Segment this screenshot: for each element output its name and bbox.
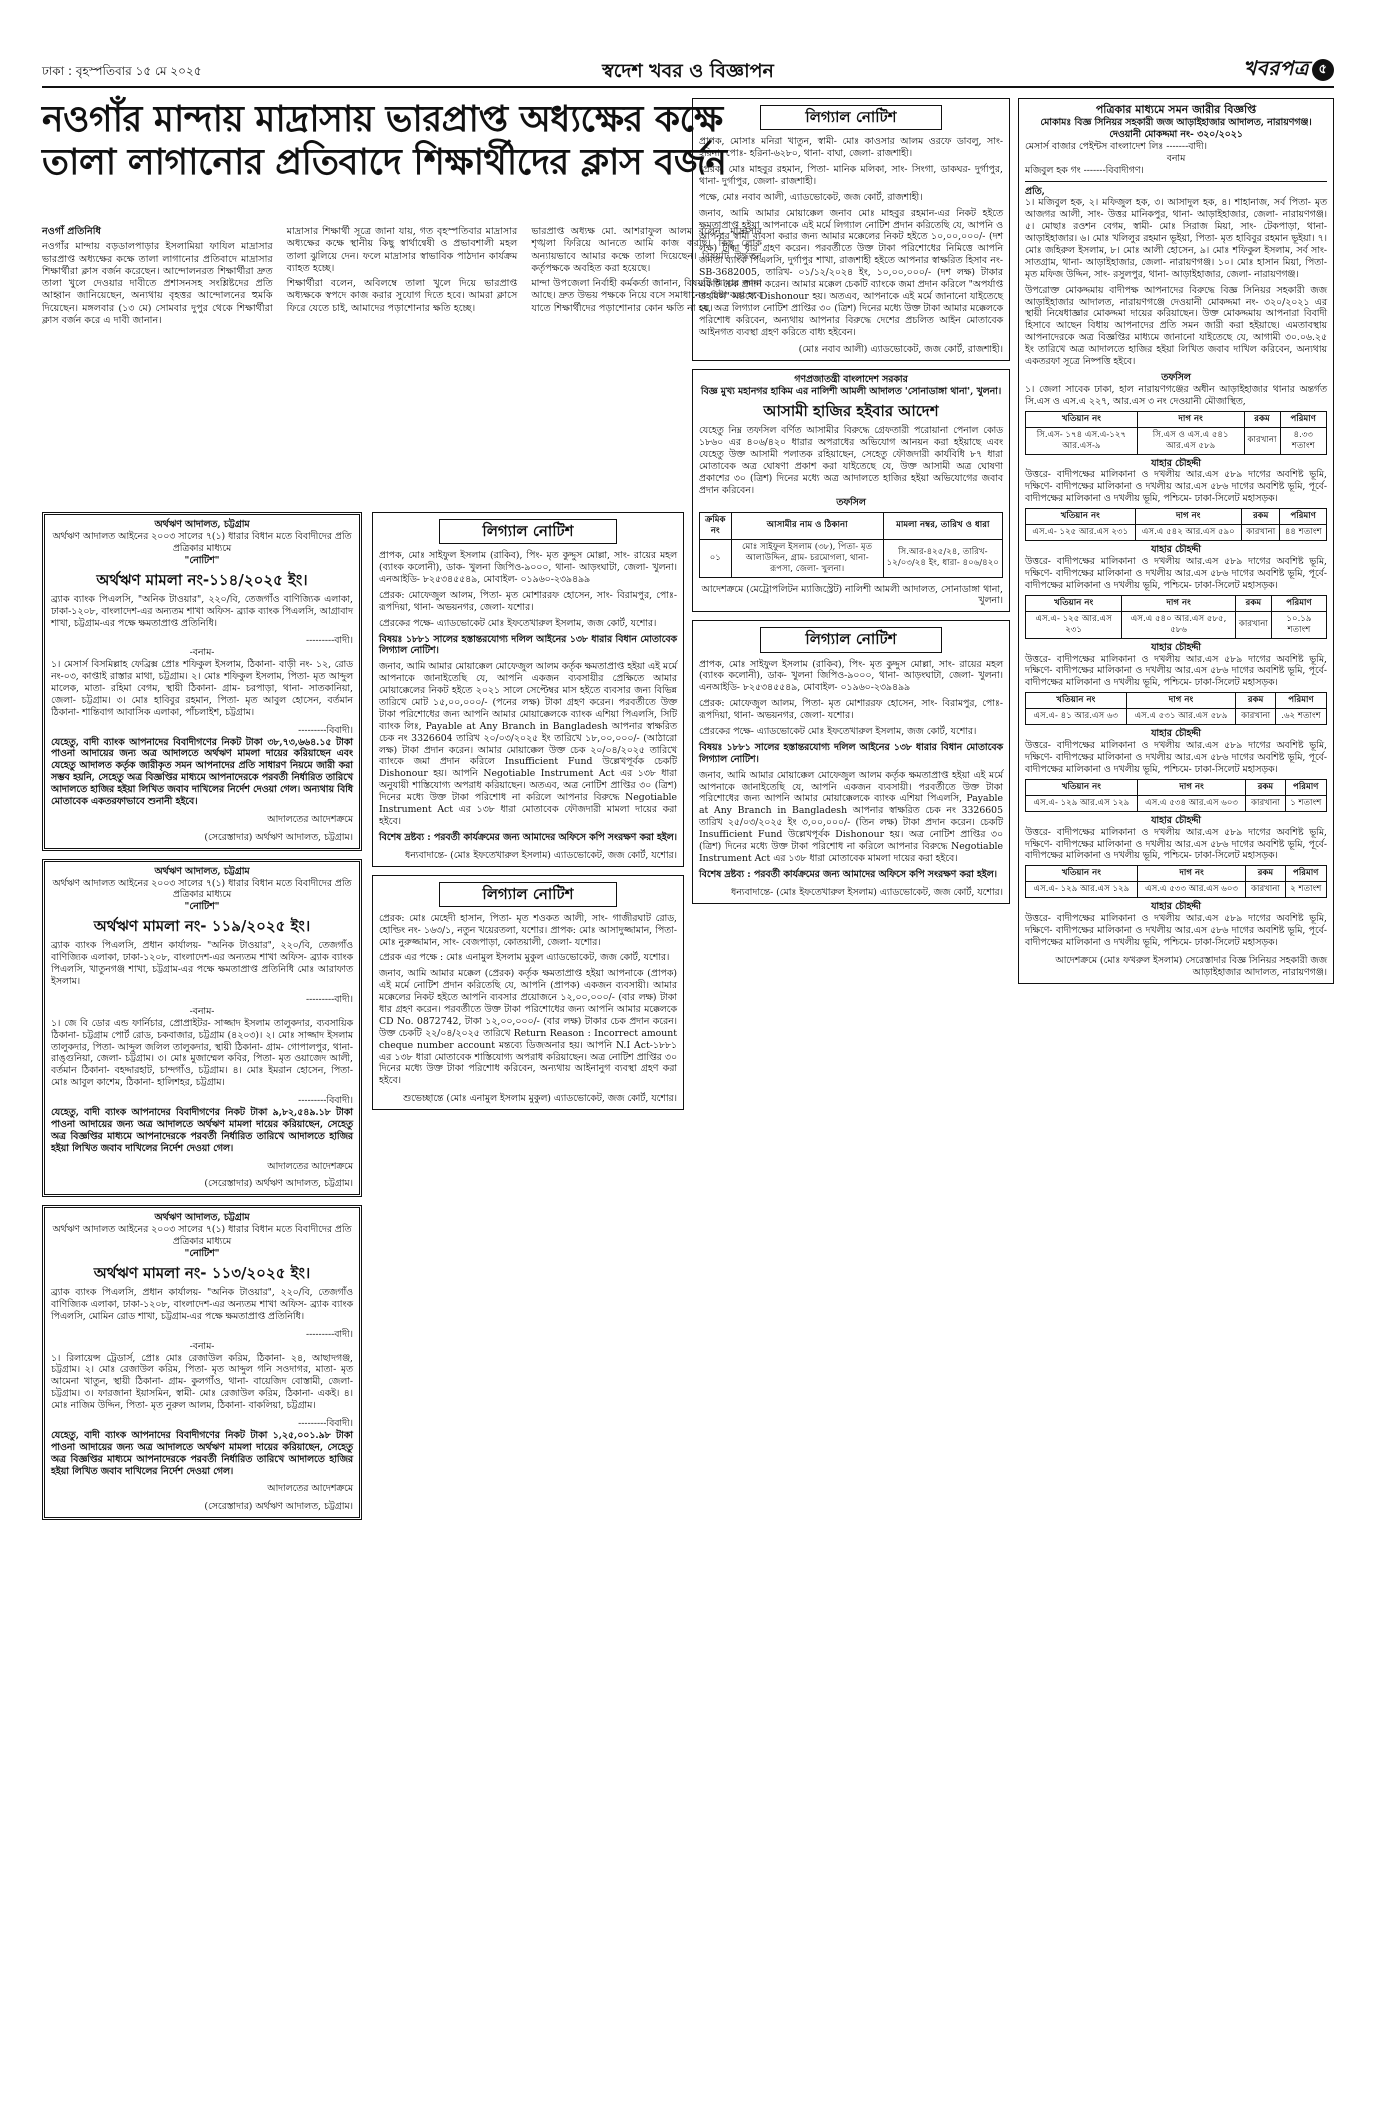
schedule-table xyxy=(1025,779,1327,812)
story-byline: নওগাঁ প্রতিনিধি xyxy=(42,226,101,237)
schedule-desc: ১। জেলা সাবেক ঢাকা, হাল নারায়ণগঞ্জের অধীন আড়াইহাজার থানার অন্তর্গত সি.এস ও এস.এ ২২৭, আর.এস ৩ নং দেওয়ানী মৌজাস্থিত, xyxy=(1025,383,1327,407)
table-header: খতিয়ান নং xyxy=(1026,595,1122,611)
table-cell: কারখানা xyxy=(1246,882,1285,898)
court-order-notice xyxy=(692,369,1010,612)
defendants-tag: ---------বিবাদী। xyxy=(298,724,353,736)
notice-recipient: প্রাপক, মোঃ সাইফুল ইসলাম (রাকিব), পিং- মৃত কুদ্দুস মোল্লা, সাং- রায়ের মহল (ব্যাংক কলোনী), ডাক- খুলনা জিপিও-৯০০০, থানা- আড়ংঘাটা, জেলা- খুলনা। এনআইডি- ৮২৫৩৪৫৫৪৯, মোবাইল- ০১৯৬০-২৩৯৪৯৯ xyxy=(379,550,677,585)
newspaper-logo xyxy=(1243,56,1334,82)
table-cell: ৪.৩৩ শতাংশ xyxy=(1280,427,1326,454)
legal-notice xyxy=(372,512,684,867)
table-row xyxy=(1026,525,1327,541)
table-header: পরিমাণ xyxy=(1275,693,1326,709)
notice-court: অর্থঋণ আদালত, চট্টগ্রাম xyxy=(154,519,250,530)
table-cell: এস.এ- ১২৯ আর.এস ১২৯ xyxy=(1026,882,1138,898)
table-header: দাগ নং xyxy=(1137,411,1244,427)
loan-court-notice xyxy=(42,859,362,1198)
table-cell: এস.এ- ১২৯ আর.এস ১২৯ xyxy=(1026,795,1138,811)
table-header: রকম xyxy=(1246,866,1285,882)
summons-defendants: ১। মজিবুল হক, ২। মফিজুল হক, ৩। আসাদুল হক, ৪। শাহানাজ, সর্ব পিতা- মৃত আজগর আলী, সাং- উত্তর মানিকপুর, থানা- আড়াইহাজার, জেলা- নারায়ণগঞ্জ। ৫। মোছাঃ রওশন বেগম, স্বামী- মোঃ সিরাজ মিয়া, সাং- টেকপাড়া, থানা- আড়াইহাজার। ৬। মোঃ খলিলুর রহমান ভূইয়া, পিতা- মৃত হাবিবুর রহমান ভূইয়া। ৭। মোঃ জহিরুল ইসলাম, ৮। মোঃ আলী হোসেন, ৯। মোঃ শফিকুল ইসলাম, সর্ব সাং- সাতগ্রাম, থানা- আড়াইহাজার, জেলা- নারায়ণগঞ্জ। ১০। মোঃ হাসান মিয়া, পিতা- মৃত মফিজ উদ্দিন, সাং- রসুলপুর, থানা- আড়াইহাজার, জেলা- নারায়ণগঞ্জ। xyxy=(1025,197,1327,280)
schedule-label: তফসিল xyxy=(836,496,866,508)
boundary-label: যাহার চৌহদ্দী xyxy=(1151,728,1201,740)
table-cell: এস.এ ৫৪০ আর.এস ৫৮৫, ৫৮৬ xyxy=(1122,611,1236,638)
legal-notice xyxy=(692,620,1010,903)
defendants: ১। মেসার্স বিসমিল্লাহ ফেব্রিক্স প্রোঃ শফিকুল ইসলাম, ঠিকানা- বাড়ী নং- ১২, রোড নং-০৩, কাপ্তাই রাস্তার মাথা, চট্টগ্রাম। ২। মোঃ শফিকুল ইসলাম, পিতা- মৃত আব্দুল মালেক, মাতা- রহিমা বেগম, স্থায়ী ঠিকানা- গ্রাম- চরপাড়া, থানা- সাতকানিয়া, জেলা- চট্টগ্রাম। ৩। মোঃ হাবিবুর রহমান, পিতা- মৃত আবুল হোসেন, বর্তমান ঠিকানা- শান্তিবাগ আবাসিক এলাকা, পাঁচলাইশ, চট্টগ্রাম। xyxy=(51,659,353,718)
divider xyxy=(1025,181,1327,182)
notice-sender: প্রেরক: মোফেজুল আলম, পিতা- মৃত মোশাররফ হোসেন, সাং- বিরামপুর, পোঃ- রূপদিয়া, থানা- অভয়নগর, জেলা- যশোর। xyxy=(379,589,677,613)
boundary-desc: উত্তরে- বাদীপক্ষের মালিকানা ও দখলীয় আর.এস ৫৮৯ দাগের অবশিষ্ট ভূমি, দক্ষিণে- বাদীপক্ষের মালিকানা ও দখলীয় আর.এস ৫৮৬ দাগের অবশিষ্ট ভূমি, পূর্বে- বাদীপক্ষের মালিকানা ও দখলীয় ভূমি, পশ্চিমে- ঢাকা-সিলেট মহাসড়ক। xyxy=(1025,740,1327,775)
table-header: পরিমাণ xyxy=(1280,411,1326,427)
notice-signature: শুভেচ্ছান্তে (মোঃ এনামুল ইসলাম মুকুল) এ্যাডভোকেট, জজ কোর্ট, যশোর। xyxy=(403,1093,677,1105)
table-cell: ৪৪ শতাংশ xyxy=(1280,525,1327,541)
table-row xyxy=(1026,709,1327,725)
logo-text: খবরপত্র xyxy=(1242,56,1309,80)
court-order: আদালতের আদেশক্রমে xyxy=(267,1160,353,1172)
table-cell: .৬২ শতাংশ xyxy=(1275,709,1326,725)
notice-signature: (মোঃ নবাব আলী) এ্যাডভোকেট, জজ কোর্ট, রাজশাহী। xyxy=(798,344,1003,356)
notice-via: প্রেরক এর পক্ষে : মোঃ এনামুল ইসলাম মুকুল এ্যাডভোকেট, জজ কোর্ট, যশোর। xyxy=(379,952,670,964)
boundary-desc: উত্তরে- বাদীপক্ষের মালিকানা ও দখলীয় আর.এস ৫৮৯ দাগের অবশিষ্ট ভূমি, দক্ষিণে- বাদীপক্ষের মালিকানা ও দখলীয় আর.এস ৫৮৬ দাগের অবশিষ্ট ভূমি, পূর্বে- বাদীপক্ষের মালিকানা ও দখলীয় ভূমি, পশ্চিমে- ঢাকা-সিলেট মহাসড়ক। xyxy=(1025,469,1327,505)
lead-story xyxy=(42,226,762,327)
boundary-desc: উত্তরে- বাদীপক্ষের মালিকানা ও দখলীয় আর.এস ৫৮৯ দাগের অবশিষ্ট ভূমি, দক্ষিণে- বাদীপক্ষের মালিকানা ও দখলীয় আর.এস ৫৮৬ দাগের অবশিষ্ট ভূমি, পূর্বে- বাদীপক্ষের মালিকানা ও দখলীয় ভূমি, পশ্চিমে- ঢাকা-সিলেট মহাসড়ক। xyxy=(1025,653,1327,689)
court-order: আদালতের আদেশক্রমে xyxy=(267,1483,353,1495)
notice-via: প্রেরকের পক্ষে- এ্যাডভোকেট মোঃ ইফতেখারুল ইসলাম, জজ কোর্ট, যশোর। xyxy=(379,617,657,629)
table-cell: ০১ xyxy=(700,539,732,577)
table-header: পরিমাণ xyxy=(1285,779,1326,795)
page-number: ৫ xyxy=(1312,59,1334,81)
table-row xyxy=(1026,795,1327,811)
table-header: পরিমাণ xyxy=(1271,595,1326,611)
table-header: পরিমাণ xyxy=(1285,866,1326,882)
boundary-label: যাহার চৌহদ্দী xyxy=(1151,457,1201,469)
notice-recipient: প্রেরক: মোঃ মেহেদী হাসান, পিতা- মৃত শওকত আলী, সাং- গাজীরঘাট রোড, হোল্ডিং নং- ১৬৩/১, নতুন খয়েরতলা, যশোর। প্রাপক: মোঃ আসাদুজ্জামান, পিতা- মোঃ নুরুজ্জামান, সাং- বেজপাড়া, কোতয়ালী, জেলা- যশোর। xyxy=(379,912,677,948)
table-cell: সি.আর-৪২৫/২৪, তারিখ- ১২/০৩/২৪ ইং, ধারা- ৪০৬/৪২০ xyxy=(883,539,1002,577)
table-cell: কারখানা xyxy=(1242,525,1280,541)
notice-signature: ধন্যবাদান্তে- (মোঃ ইফতেখারুল ইসলাম) এ্যাডভোকেট, জজ কোর্ট, যশোর। xyxy=(405,849,677,861)
table-header: রকম xyxy=(1246,779,1285,795)
notice-body: জনাব, আমি আমার মোয়াক্কেল মোফেজুল আলম কর্তৃক ক্ষমতাপ্রাপ্ত হইয়া এই মর্মে আপনাকে জানাইতেছি যে, আপনি একজন ব্যবসায়ী। পরবর্তীতে উক্ত টাকা পরিশোধের জন্য আপনি আমার মোয়াক্কেলকে ব্যাংক এশিয়া পিএলসি, Payable at Any Branch in Bangladesh আপনার স্বাক্ষরিত চেক নং 3326605 তারিখ ২৫/০৩/২০২৫ ইং ৩,০০,০০০/- (তিন লক্ষ) টাকা প্রদান করেন। চেকটি Insufficient Fund উল্লেখপূর্বক Dishonour হয়। অত্র নোটিশ প্রাপ্তির ৩০ (ত্রিশ) দিনের মধ্যে উক্ত টাকা পরিশোধ না করিলে আপনার বিরুদ্ধে Negotiable Instrument Act এর ১৩৮ ধারা মোতাবেক মামলা দায়ের করা হইবে। xyxy=(699,769,1003,864)
plaintiff-tag: ---------বাদী। xyxy=(305,993,353,1005)
summons-summary: উপরোক্ত মোকদ্দমায় বাদীপক্ষ আপনাদের বিরুদ্ধে বিজ্ঞ সিনিয়র সহকারী জজ আড়াইহাজার আদালত, নারায়ণগঞ্জে দেওয়ানী মোকদ্দমা নং- ৩২০/২০২১ এর স্থায়ী নিষেধাজ্ঞার মোকদ্দমা দায়ের করিয়াছেন। উক্ত মোকদ্দমায় আপনারা বিবাদী হিসাবে আছেন বিধায় আপনাদের প্রতি সমন জারী করা হইয়াছে। এমতাবস্থায় আপনাদেরকে অত্র বিজ্ঞপ্তির মাধ্যমে জানানো যাইতেছে যে, আগামী ৩০.০৬.২৫ ইং তারিখে অত্র আদালতে হাজির হইয়া লিখিত জবাব দাখিল করিবেন, অন্যথায় একতরফা সূত্রে নিষ্পত্তি হইবে। xyxy=(1025,284,1327,367)
table-header: আসামীর নাম ও ঠিকানা xyxy=(731,512,883,539)
plaintiff: ব্র্যাক ব্যাংক পিএলসি, "অনিক টাওয়ার", ২২০/বি, তেজগাঁও বাণিজ্যিক এলাকা, ঢাকা-১২০৮, বাংলাদেশ-এর অন্যতম শাখা অফিস- ব্র্যাক ব্যাংক পিএলসি, আগ্রাবাদ শাখা, চট্টগ্রাম-এর পক্ষে ক্ষমতাপ্রাপ্ত প্রতিনিধি। xyxy=(51,593,353,629)
defendants-tag: ---------বিবাদী। xyxy=(298,1418,353,1429)
summons-case: দেওয়ানী মোকদ্দমা নং- ৩২০/২০২১ xyxy=(1109,128,1243,140)
notice-body: যেহেতু, বাদী ব্যাংক আপনাদের বিবাদীগণের নিকট টাকা ১,২৫,০০১.৯৮ টাকা পাওনা আদায়ের জন্য অত্র আদালতে অর্থঋণ মামলা দায়ের করিয়াছেন, সেহেতু অত্র বিজ্ঞপ্তির মাধ্যমে আপনাদেরকে পরবর্তী নির্ধারিত তারিখে আদালতে হাজির হইয়া লিখিত জবাব দাখিলের নির্দেশ দেওয়া গেল। xyxy=(51,1429,353,1477)
loan-court-notice xyxy=(42,512,362,851)
summons-to: প্রতি, xyxy=(1025,185,1045,197)
schedule-table xyxy=(1025,411,1327,455)
notice-sender: প্রেরক: মোফেজুল আলম, পিতা- মৃত মোশাররফ হোসেন, সাং- বিরামপুর, পোঃ- রূপদিয়া, থানা- অভয়নগর, জেলা- যশোর। xyxy=(699,698,1003,722)
notice-court: অর্থঋণ আদালত, চট্টগ্রাম xyxy=(154,865,250,877)
schedule-table xyxy=(1025,508,1327,541)
summons-vs: বনাম xyxy=(1166,152,1186,164)
notice-body: জনাব, আমি আমার মোয়াক্কেল মোফেজুল আলম কর্তৃক ক্ষমতাপ্রাপ্ত হইয়া এই মর্মে আপনাকে জানাইতেছি যে, আপনি একজন ব্যবসায়ীর প্রেক্ষিতে আমার মোয়াক্কেলের নিকট হইতে ২০২১ সালে সেপ্টেম্বর মাস হইতে ব্যবসার জন্য বিভিন্ন তারিখে মোট ১৫,০০,০০০/- (পনের লক্ষ) টাকা গ্রহণ করেন। পরবর্তীতে উক্ত টাকা পরিশোধের জন্য আপনি আমার মোয়াক্কেলকে ব্যাংক এশিয়া পিএলসি, সিটি ব্যাংক লিঃ, Payable at Any Branch in Bangladesh আপনার স্বাক্ষরিত চেক নং 3326604 তারিখ ২০/০৩/২০২৫ ইং তারিখে ১৮,০০,০০০/- (আঠারো লক্ষ) টাকা প্রদান করেন। আমার মোয়াক্কেল উক্ত চেক ২০/০৪/২০২৫ তারিখে ব্যাংকে জমা প্রদান করিলে Insufficient Fund উল্লেখপূর্বক চেকটি Dishonour হয়। আপনি Negotiable Instrument Act এর ১৩৮ ধারা অনুযায়ী শাস্তিযোগ্য অপরাধ করিয়াছেন। অতএব, অত্র নোটিশ প্রাপ্তির ৩০ (ত্রিশ) দিনের মধ্যে উক্ত টাকা পরিশোধ না করিলে আপনার বিরুদ্ধে Negotiable Instrument Act এর ১৩৮ ধারা মোতাবেক ফৌজদারী মামলা দায়ের করা হইবে। xyxy=(379,661,677,827)
table-header: দাগ নং xyxy=(1126,693,1236,709)
accused-table xyxy=(699,512,1003,578)
boundary-desc: উত্তরে- বাদীপক্ষের মালিকানা ও দখলীয় আর.এস ৫৮৯ দাগের অবশিষ্ট ভূমি, দক্ষিণে- বাদীপক্ষের মালিকানা ও দখলীয় আর.এস ৫৮৬ দাগের অবশিষ্ট ভূমি, পূর্বে- বাদীপক্ষের মালিকানা ও দখলীয় ভূমি, পশ্চিমে- ঢাকা-সিলেট মহাসড়ক। xyxy=(1025,826,1327,862)
table-header: রকম xyxy=(1242,509,1280,525)
column-3 xyxy=(692,98,1010,912)
table-header: দাগ নং xyxy=(1122,595,1236,611)
court-order: আদালতের আদেশক্রমে xyxy=(267,813,353,825)
case-number: অর্থঋণ মামলা নং-১১৪/২০২৫ ইং। xyxy=(96,570,308,589)
plaintiff: ব্র্যাক ব্যাংক পিএলসি, প্রধান কার্যালয়- "অনিক টাওয়ার", ২২০/বি, তেজগাঁও বাণিজ্যিক এলাকা, ঢাকা-১২০৮, বাংলাদেশ-এর অন্যতম শাখা অফিস- ব্র্যাক ব্যাংক পিএলসি, খাতুনগঞ্জ শাখা, চট্টগ্রাম-এর পক্ষে ক্ষমতাপ্রাপ্ত প্রতিনিধি মোঃ আরাফাত ইসলাম। xyxy=(51,940,353,988)
loan-court-notice xyxy=(42,1205,362,1520)
notice-recipient: প্রাপক, মোসাঃ মনিরা খাতুন, স্বামী- মোঃ কাওসার আলম ওরফে ডাবলু, সাং- হরিনা, পোঃ- হরিনা-৬২৮০, থানা- বাঘা, জেলা- রাজশাহী। xyxy=(699,136,1003,160)
table-header: খতিয়ান নং xyxy=(1026,509,1136,525)
page-header xyxy=(42,58,1334,88)
versus: -বনাম- xyxy=(189,1005,215,1017)
table-cell: কারখানা xyxy=(1236,709,1276,725)
court-signature: (সেরেস্তাদার) অর্থঋণ আদালত, চট্টগ্রাম। xyxy=(204,1501,353,1513)
table-header: খতিয়ান নং xyxy=(1026,779,1138,795)
notice-label: "নোটিশ" xyxy=(184,901,220,913)
notice-label: "নোটিশ" xyxy=(184,554,220,566)
special-note: বিশেষ দ্রষ্টব্য : পরবর্তী কার্যক্রমের জন্য আমাদের অফিসে কপি সংরক্ষণ করা হইল। xyxy=(699,868,997,880)
boundary-desc: উত্তরে- বাদীপক্ষের মালিকানা ও দখলীয় আর.এস ৫৮৯ দাগের অবশিষ্ট ভূমি, দক্ষিণে- বাদীপক্ষের মালিকানা ও দখলীয় আর.এস ৫৮৬ দাগের অবশিষ্ট ভূমি, পূর্বে- বাদীপক্ষের মালিকানা ও দখলীয় ভূমি, পশ্চিমে- ঢাকা-সিলেট মহাসড়ক। xyxy=(1025,913,1327,949)
order-title: আসামী হাজির হইবার আদেশ xyxy=(763,402,939,421)
notice-body: জনাব, আমি আমার মক্কেল (প্রেরক) কর্তৃক ক্ষমতাপ্রাপ্ত হইয়া আপনাকে (প্রাপক) এই মর্মে নোটিশ প্রদান করিতেছি যে, আপনি (প্রাপক) একজন ব্যবসায়ী। আমার মক্কেলের নিকট হইতে আপনি ব্যবসার প্রয়োজনে ১২,০০,০০০/- (বার লক্ষ) টাকা ধার গ্রহণ করেন। পরবর্তীতে উক্ত টাকা পরিশোধের জন্য আপনি আমার মক্কেলকে CD No. 0872742, টাকা ১২,০০,০০০/- (বার লক্ষ) টাকার চেক প্রদান করেন। উক্ত চেকটি ২২/০৪/২০২৫ তারিখে Return Reason : Incorrect amount cheque number account মন্তব্যে ডিজঅনার হয়। আপনি N.I Act-১৮৮১ এর ১৩৮ ধারা মোতাবেক শাস্তিযোগ্য অপরাধ করিয়াছেন। অত্র নোটিশ প্রাপ্তির ৩০ দিনের মধ্যে উক্ত টাকা পরিশোধ করিবেন, অন্যথায় আইনানুগ ব্যবস্থা গ্রহণ করা হইবে। xyxy=(379,968,677,1087)
table-row xyxy=(1026,882,1327,898)
versus: -বনাম- xyxy=(189,1340,215,1352)
government-header: গণপ্রজাতন্ত্রী বাংলাদেশ সরকার xyxy=(794,374,908,386)
legal-notice-banner: লিগ্যাল নোটিশ xyxy=(760,627,942,652)
table-row xyxy=(1026,427,1327,454)
column-1 xyxy=(42,512,362,1528)
boundary-label: যাহার চৌহদ্দী xyxy=(1151,544,1201,556)
notice-body: যেহেতু, বাদী ব্যাংক আপনাদের বিবাদীগণের নিকট টাকা ৯,৮২,৫৪৯.১৮ টাকা পাওনা আদায়ের জন্য অত্র আদালতে অর্থঋণ মামলা দায়ের করিয়াছেন, সেহেতু অত্র বিজ্ঞপ্তির মাধ্যমে আপনাদেরকে পরবর্তী নির্ধারিত তারিখে আদালতে হাজির হইয়া লিখিত জবাব দাখিলের নির্দেশ দেওয়া গেল। xyxy=(51,1107,353,1154)
column-2 xyxy=(372,512,684,1118)
table-cell: সি.এস ও এস.এ ৫৪১ আর.এস ৫৮৯ xyxy=(1137,427,1244,454)
table-cell: ২ শতাংশ xyxy=(1285,882,1326,898)
court-signature: (সেরেস্তাদার) অর্থঋণ আদালত, চট্টগ্রাম। xyxy=(204,1178,353,1190)
notice-body: জনাব, আমি আমার মোয়াক্কেল জনাব মোঃ মাহবুর রহমান-এর নিকট হইতে ক্ষমতাপ্রাপ্ত হইয়া আপনাকে এই মর্মে লিগ্যাল নোটিশ প্রদান করিতেছি যে, আপনি ও আপনার স্বামী ব্যবসা করার জন্য আমার মক্কেলের নিকট হইতে ১০,০০,০০০/- (দশ লক্ষ) টাকা ধার গ্রহণ করেন। পরবর্তীতে উক্ত টাকা পরিশোধের নিমিত্তে আপনি জনতা ব্যাংক পিএলসি, দুর্গাপুর শাখা, রাজশাহী হইতে আপনার স্বাক্ষরিত হিসাব নং- SB-3682005, তারিখ- ০১/১২/২০২৪ ইং, ১০,০০,০০০/- (দশ লক্ষ) টাকার একটি চেক প্রদান করেন। আমার মক্কেল চেকটি ব্যাংকে জমা প্রদান করিলে "অপর্যাপ্ত তহবিল" মন্তব্যে Dishonour হয়। অতএব, আপনাকে এই মর্মে জানানো যাইতেছে যে, অত্র লিগ্যাল নোটিশ প্রাপ্তির ৩০ (ত্রিশ) দিনের মধ্যে উক্ত টাকা আমার মক্কেলকে পরিশোধ করিবেন, অন্যথায় আপনার বিরুদ্ধে দেশের প্রচলিত আইন মোতাবেক আইনগত ব্যবস্থা গ্রহণ করিতে বাধ্য হইবেন। xyxy=(699,207,1003,338)
legal-notice-banner: লিগ্যাল নোটিশ xyxy=(439,882,618,907)
table-cell: মোঃ সাইফুল ইসলাম (৩৮), পিতা- মৃত আলাউদ্দিন, গ্রাম- চরমোগলা, থানা- রূপসা, জেলা- খুলনা। xyxy=(731,539,883,577)
case-number: অর্থঋণ মামলা নং- ১১৩/২০২৫ ইং। xyxy=(93,1263,311,1282)
table-cell: কারখানা xyxy=(1246,795,1285,811)
table-header: দাগ নং xyxy=(1137,779,1246,795)
summons-signature: আদেশক্রমে (মোঃ ফখরুল ইসলাম) সেরেস্তাদার বিজ্ঞ সিনিয়র সহকারী জজ আড়াইহাজার আদালত, নারায়ণগঞ্জ। xyxy=(1055,954,1327,978)
story-paragraph: মাদ্রাসার শিক্ষার্থী সূত্রে জানা যায়, গত বৃহস্পতিবার মাদ্রাসার অধ্যক্ষের কক্ষে স্থানীয় কিছু স্বার্থান্বেষী ও প্রভাবশালী মহল তালা ঝুলিয়ে দেন। ফলে মাদ্রাসার স্বাভাবিক পাঠদান কার্যক্রম ব্যাহত হচ্ছে। xyxy=(286,226,518,274)
notice-body: যেহেতু, বাদী ব্যাংক আপনাদের বিবাদীগণের নিকট টাকা ৩৮,৭৩,৬৬৪.১৫ টাকা পাওনা আদায়ের জন্য অত্র আদালতে অর্থঋণ মামলা দায়ের করিয়াছেন এবং যেহেতু আদালত কর্তৃক জারীকৃত সমন আপনাদের প্রতি সাধারণ নিয়মে জারী করা সম্ভব হয়নি, সেহেতু অত্র বিজ্ঞপ্তির মাধ্যমে আপনাদেরকে পরবর্তী নির্ধারিত তারিখে আদালতে হাজির হইয়া লিখিত জবাব দাখিলের নির্দেশ দেওয়া গেল। অন্যথায় বিধি মোতাবেক একতরফাভাবে শুনানী হইবে। xyxy=(51,736,353,807)
story-paragraph: নওগাঁর মান্দায় বড়ডালপাড়ার ইসলামিয়া ফাযিল মাদ্রাসার ভারপ্রাপ্ত অধ্যক্ষের কক্ষে তালা লাগানোর প্রতিবাদে মাদ্রাসার শিক্ষার্থীরা ক্লাস বর্জন করেছেন। আন্দোলনরত শিক্ষার্থীরা দ্রুত তালা খুলে দেওয়ার দাবীতে প্রশাসনসহ সংশ্লিষ্টদের প্রতি আহ্বান জানিয়েছেন, অন্যথায় বৃহত্তর আন্দোলনের হুমকি দিয়েছেন। মঙ্গলবার (১৩ মে) সোমবার দুপুর থেকে শিক্ষার্থীরা ক্লাস বর্জন করে এ দাবী জানান। xyxy=(42,241,273,326)
table-header: খতিয়ান নং xyxy=(1026,866,1138,882)
versus: -বনাম- xyxy=(189,647,215,659)
column-4 xyxy=(1018,98,1334,992)
notice-court: অর্থঋণ আদালত, চট্টগ্রাম xyxy=(154,1212,250,1224)
boundary-desc: উত্তরে- বাদীপক্ষের মালিকানা ও দখলীয় আর.এস ৫৮৯ দাগের অবশিষ্ট ভূমি, দক্ষিণে- বাদীপক্ষের মালিকানা ও দখলীয় আর.এস ৫৮৬ দাগের অবশিষ্ট ভূমি, পূর্বে- বাদীপক্ষের মালিকানা ও দখলীয় ভূমি, পশ্চিমে- ঢাকা-সিলেট মহাসড়ক। xyxy=(1025,556,1327,591)
boundary-label: যাহার চৌহদ্দী xyxy=(1151,814,1201,826)
notice-sender: প্রেরক, মোঃ মাহবুর রহমান, পিতা- মানিক মলিকা, সাং- সিংগা, ডাকঘর- দুর্গাপুর, থানা- দুর্গাপুর, জেলা- রাজশাহী। xyxy=(699,163,1003,187)
legal-notice xyxy=(372,875,684,1111)
boundary-label: যাহার চৌহদ্দী xyxy=(1151,901,1201,913)
table-cell: কারখানা xyxy=(1244,427,1280,454)
plaintiff-tag: ---------বাদী। xyxy=(305,1328,353,1340)
table-header: মামলা নম্বর, তারিখ ও ধারা xyxy=(883,512,1002,539)
notice-signature: আদেশক্রমে (মেট্রোপলিটন ম্যাজিস্ট্রেট) নালিশী আমলী আদালত, সোনাডাঙ্গা থানা, খুলনা। xyxy=(701,583,1003,607)
table-header: ক্রমিক নং xyxy=(700,512,732,539)
notice-recipient: প্রাপক, মোঃ সাইফুল ইসলাম (রাকিব), পিং- মৃত কুদ্দুস মোল্লা, সাং- রায়ের মহল (ব্যাংক কলোনী), ডাক- খুলনা জিপিও-৯০০০, থানা- আড়ংঘাটা, জেলা- খুলনা। এনআইডি- ৮২৫৩৪৫৫৪৯, মোবাইল- ০১৯৬০-২৩৯৪৯৯ xyxy=(699,658,1003,694)
defendants: ১। জে বি ডোর এন্ড ফার্নিচার, প্রোপ্রাইটর- সাজ্জাদ ইসলাম তালুকদার, ব্যবসায়িক ঠিকানা- চট্টগ্রাম পোর্ট রোড, চকবাজার, চট্টগ্রাম (৪২০৩)। ২। মোঃ সাজ্জাদ ইসলাম তালুকদার, পিতা- আব্দুল জলিল তালুকদার, স্থায়ী ঠিকানা- গ্রাম- গোপালপুর, থানা- রাঙ্গুনিয়া, জেলা- চট্টগ্রাম। ৩। মোঃ মুজাম্মেল কবির, পিতা- মৃত ওয়াজেদ আলী, বর্তমান ঠিকানা- বহদ্দারহাট, চান্দগাঁও, চট্টগ্রাম। ৪। মোঃ ইমরান হোসেন, পিতা- মোঃ আবুল কাশেম, ঠিকানা- হালিশহর, চট্টগ্রাম। xyxy=(51,1017,353,1089)
court-signature: (সেরেস্তাদার) অর্থঋণ আদালত, চট্টগ্রাম। xyxy=(204,831,353,843)
notice-signature: ধন্যবাদান্তে- (মোঃ ইফতেখারুল ইসলাম) এ্যাডভোকেট, জজ কোর্ট, যশোর। xyxy=(731,886,1003,898)
section-title: স্বদেশ খবর ও বিজ্ঞাপন xyxy=(602,60,774,82)
notice-body: যেহেতু নিম্ন তফসিল বর্ণিত আসামীর বিরুদ্ধে গ্রেফতারী পরোয়ানা পেনাল কোড ১৮৬০ এর ৪০৬/৪২০ ধারার অপরাধের অভিযোগ আনয়ন করা হইয়াছে এবং যেহেতু উক্ত আসামী পলাতক রহিয়াছেন, সেহেতু ফৌজদারী কার্যবিধি ৮৭ ধারা মোতাবেক অত্র ঘোষণা প্রকাশ করা যাইতেছে যে, উক্ত আসামী অত্র ঘোষণা প্রকাশের ৩০ (ত্রিশ) দিনের মধ্যে অত্র আদালতে হাজির হইয়া অভিযোগের জবাব প্রদান করিবেন। xyxy=(699,425,1003,496)
summons-heading: পত্রিকার মাধ্যমে সমন জারীর বিজ্ঞপ্তি xyxy=(1095,103,1257,116)
schedule-table xyxy=(1025,595,1327,639)
court-name: বিজ্ঞ মুখ্য মহানগর হাকিম এর নালিশী আমলী আদালত 'সোনাডাঙ্গা থানা', খুলনা। xyxy=(700,386,1002,398)
table-cell: এস.এ ৫৩১ আর.এস ৫৮৯ xyxy=(1126,709,1236,725)
table-header: রকম xyxy=(1235,595,1271,611)
table-row xyxy=(1026,611,1327,638)
table-cell: এস.এ ৫৪২ আর.এস ৫৯০ xyxy=(1135,525,1241,541)
table-cell: এস.এ- ১২৫ আর.এস ২৩১ xyxy=(1026,525,1136,541)
legal-notice-banner: লিগ্যাল নোটিশ xyxy=(439,519,618,544)
special-note: বিশেষ দ্রষ্টব্য : পরবর্তী কার্যক্রমের জন্য আমাদের অফিসে কপি সংরক্ষণ করা হইল। xyxy=(379,831,677,843)
notice-subject: বিষয়ঃ ১৮৮১ সালের হস্তান্তরযোগ্য দলিল আইনের ১৩৮ ধারার বিধান মোতাবেক লিগ্যাল নোটিশ। xyxy=(699,741,1003,765)
notice-subject: বিষয়ঃ ১৮৮১ সালের হস্তান্তরযোগ্য দলিল আইনের ১৩৮ ধারার বিধান মোতাবেক লিগ্যাল নোটিশ। xyxy=(379,633,677,657)
notice-label: "নোটিশ" xyxy=(184,1248,220,1260)
table-header: খতিয়ান নং xyxy=(1026,411,1138,427)
table-header: রকম xyxy=(1236,693,1276,709)
notice-law: অর্থঋণ আদালত আইনের ২০০৩ সালের ৭(১) ধারার বিধান মতে বিবাদীদের প্রতি প্রত্রিকার মাধ্যমে xyxy=(52,877,352,901)
table-cell: কারখানা xyxy=(1235,611,1271,638)
notice-via: প্রেরকের পক্ষে- এ্যাডভোকেট মোঃ ইফতেখারুল ইসলাম, জজ কোর্ট, যশোর। xyxy=(699,725,977,737)
notice-via: পক্ষে, মোঃ নবাব আলী, এ্যাডভোকেট, জজ কোর্ট, রাজশাহী। xyxy=(699,191,923,203)
summons-court: মোকামঃ বিজ্ঞ সিনিয়র সহকারী জজ আড়াইহাজার আদালত, নারায়ণগঞ্জ। xyxy=(1040,117,1312,129)
summons-defendant: মজিবুল হক গং -------বিবাদীগণ। xyxy=(1025,164,1144,176)
summons-notice xyxy=(1018,98,1334,984)
legal-notice-banner: লিগ্যাল নোটিশ xyxy=(760,105,942,130)
schedule-table xyxy=(1025,692,1327,725)
notice-law: অর্থঋণ আদালত আইনের ২০০৩ সালের ৭(১) ধারার বিধান মতে বিবাদীদের প্রতি প্রত্রিকার মাধ্যমে xyxy=(52,530,352,554)
table-header: রকম xyxy=(1244,411,1280,427)
notice-law: অর্থঋণ আদালত আইনের ২০০৩ সালের ৭(১) ধারার বিধান মতে বিবাদীদের প্রতি প্রত্রিকার মাধ্যমে xyxy=(52,1224,352,1248)
story-paragraph: মান্দা উপজেলা নির্বাহী কর্মকর্তা জানান, বিষয়টি আমার জানা আছে। দ্রুত উভয় পক্ষকে নিয়ে বসে সমাধানের চেষ্টা করা হবে যাতে শিক্ষার্থীদের পড়াশোনার কোন ক্ষতি না হয়। xyxy=(531,278,762,314)
lead-headline xyxy=(42,98,762,184)
table-cell: এস.এ- ৪১ আর.এস ৬৩ xyxy=(1026,709,1127,725)
summons-plaintiff: মেসার্স বাজার পেইন্টস বাংলাদেশ লিঃ -------বাদী। xyxy=(1025,140,1207,152)
schedule-title: তফসিল xyxy=(1161,371,1191,383)
table-row xyxy=(700,539,1003,577)
defendants-tag: ---------বিবাদী। xyxy=(298,1095,353,1107)
headline-title: নওগাঁর মান্দায় মাদ্রাসায় ভারপ্রাপ্ত অধ্যক্ষের কক্ষে তালা লাগানোর প্রতিবাদে শিক্ষার্থীদের ক্লাস বর্জন xyxy=(42,99,727,184)
story-paragraph: শিক্ষার্থীরা বলেন, অবিলম্বে তালা খুলে দিয়ে ভারপ্রাপ্ত অধ্যক্ষকে স্বপদে কাজ করার সুযোগ দিতে হবে। আমরা ক্লাসে ফিরে যেতে চাই, আমাদের পড়াশোনার ক্ষতি হচ্ছে। xyxy=(286,278,518,314)
table-cell: ১ শতাংশ xyxy=(1285,795,1326,811)
table-header: দাগ নং xyxy=(1137,866,1246,882)
table-header: খতিয়ান নং xyxy=(1026,693,1127,709)
table-header: দাগ নং xyxy=(1135,509,1241,525)
legal-notice xyxy=(692,98,1010,361)
defendants: ১। রিলায়েন্স ট্রেডার্স, প্রোঃ মোঃ রেজাউল করিম, ঠিকানা- ২৪, আছাদগঞ্জ, চট্টগ্রাম। ২। মোঃ রেজাউল করিম, পিতা- মৃত আব্দুল গনি সওদাগর, মাতা- মৃত আমেনা খাতুন, স্থায়ী ঠিকানা- গ্রাম- কুলগাঁও, থানা- বায়েজিদ বোস্তামী, জেলা- চট্টগ্রাম। ৩। ফারজানা ইয়াসমিন, স্বামী- মোঃ রেজাউল করিম, ঠিকানা- একই। ৪। মোঃ নাজিম উদ্দিন, পিতা- মৃত নুরুল আলম, ঠিকানা- বাকলিয়া, চট্টগ্রাম। xyxy=(51,1352,353,1412)
story-paragraph: ভারপ্রাপ্ত অধ্যক্ষ মো. আশরাফুল আলম বলেন, মাদ্রাসার শৃঙ্খলা ফিরিয়ে আনতে আমি কাজ করছি। কিছু লোক অন্যায়ভাবে আমার কক্ষে তালা দিয়েছেন। বিষয়টি উর্দ্ধতন কর্তৃপক্ষকে অবহিত করা হয়েছে। xyxy=(531,226,762,274)
table-cell: এস.এ- ১২৫ আর.এস ২৩১ xyxy=(1026,611,1122,638)
table-cell: সি.এস- ১৭৪ এস.এ-১২৭ আর.এস-৯ xyxy=(1026,427,1138,454)
table-header: পরিমাণ xyxy=(1280,509,1327,525)
table-cell: এস.এ ৫৩৩ আর.এস ৬০৩ xyxy=(1137,882,1246,898)
schedule-tables xyxy=(1025,411,1327,949)
case-number: অর্থঋণ মামলা নং- ১১৯/২০২৫ ইং। xyxy=(93,917,311,936)
boundary-label: যাহার চৌহদ্দী xyxy=(1151,641,1201,653)
table-cell: এস.এ ৫৩৪ আর.এস ৬০৩ xyxy=(1137,795,1246,811)
table-cell: ১০.১৯ শতাংশ xyxy=(1271,611,1326,638)
plaintiff: ব্র্যাক ব্যাংক পিএলসি, প্রধান কার্যালয়- "অনিক টাওয়ার", ২২০/বি, তেজগাঁও বাণিজ্যিক এলাকা, ঢাকা-১২০৮, বাংলাদেশ-এর অন্যতম শাখা অফিস- ব্র্যাক ব্যাংক পিএলসি, মোমিন রোড শাখা, চট্টগ্রাম-এর পক্ষে ক্ষমতাপ্রাপ্ত প্রতিনিধি। xyxy=(51,1287,353,1322)
plaintiff-tag: ---------বাদী। xyxy=(305,635,353,647)
issue-date: ঢাকা : বৃহস্পতিবার ১৫ মে ২০২৫ xyxy=(42,64,202,78)
schedule-table xyxy=(1025,865,1327,898)
